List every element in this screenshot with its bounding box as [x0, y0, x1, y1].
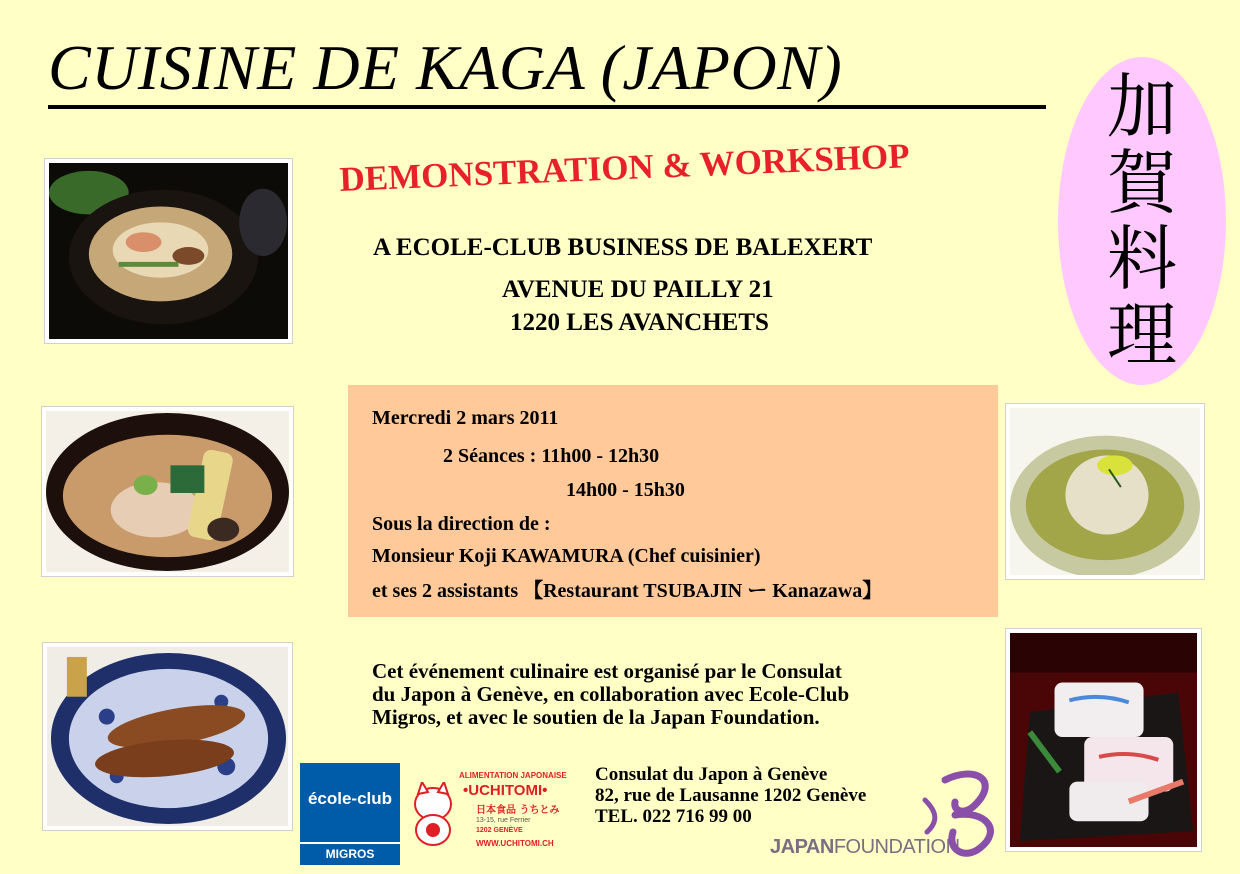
kanji-char-2: 賀 [1107, 142, 1177, 224]
uchitomi-address-2: 1202 GENÈVE [476, 827, 523, 834]
title-underline [48, 105, 1046, 109]
maneki-neko-icon [412, 782, 454, 846]
venue-name: A ECOLE-CLUB BUSINESS DE BALEXERT [373, 234, 873, 261]
consulate-name: Consulat du Japon à Genève [595, 764, 828, 785]
organizer-line-3: Migros, et avec le soutien de la Japan Foundation. [372, 705, 820, 729]
sessions-line: 2 Séances : 11h00 - 12h30 [443, 445, 660, 467]
consulate-contact [595, 764, 866, 827]
chef-name: Monsieur Koji KAWAMURA (Chef cuisinier) [372, 545, 761, 567]
food-photo-sushi [1005, 628, 1202, 852]
ecole-club-label: école-club [307, 789, 393, 808]
japan-foundation-bold: JAPAN [770, 836, 834, 858]
assistants-line: et ses 2 assistants 【Restaurant TSUBAJIN ー Kanazawa】 [372, 580, 883, 602]
organizer-line-2: du Japon à Genève, en collaboration avec Ecole-Club [372, 682, 850, 706]
uchitomi-tagline: ALIMENTATION JAPONAISE [459, 771, 567, 780]
ecole-club-divider [300, 842, 400, 844]
venue-city: 1220 LES AVANCHETS [510, 309, 769, 336]
consulate-address: 82, rue de Lausanne 1202 Genève [595, 785, 867, 806]
uchitomi-website: WWW.UCHITOMI.CH [476, 839, 554, 848]
uchitomi-address-1: 13-15, rue Ferrier [476, 817, 531, 824]
direction-label: Sous la direction de : [372, 513, 551, 535]
uchitomi-japanese: 日本食品 うちとみ [476, 805, 560, 816]
session-2: 14h00 - 15h30 [566, 479, 685, 501]
event-subtitle: DEMONSTRATION & WORKSHOP [338, 136, 911, 199]
kanji-char-3: 料 [1107, 218, 1177, 300]
event-date: Mercredi 2 mars 2011 [372, 407, 559, 429]
food-photo-soup [44, 158, 293, 344]
food-photo-green-broth [1005, 403, 1205, 580]
kanji-oval [1058, 57, 1226, 385]
kanji-char-4: 理 [1107, 294, 1177, 376]
uchitomi-logo [410, 768, 575, 864]
organizer-line-1: Cet événement culinaire est organisé par le Consulat [372, 659, 842, 683]
food-photo-simmered [41, 406, 294, 577]
consulate-phone: TEL. 022 716 99 00 [595, 806, 752, 827]
uchitomi-name: •UCHITOMI• [463, 782, 548, 799]
migros-label: MIGROS [325, 847, 375, 861]
food-photo-fish-plate [42, 642, 293, 831]
venue-street: AVENUE DU PAILLY 21 [502, 276, 774, 303]
japan-foundation-butterfly-icon [915, 770, 1005, 860]
poster-title: CUISINE DE KAGA (JAPON) [48, 32, 843, 103]
ecole-club-migros-logo [300, 763, 400, 865]
organizer-paragraph [372, 660, 849, 729]
kanji-char-1: 加 [1107, 66, 1177, 148]
japan-foundation-rest: FOUNDATION [833, 836, 960, 858]
